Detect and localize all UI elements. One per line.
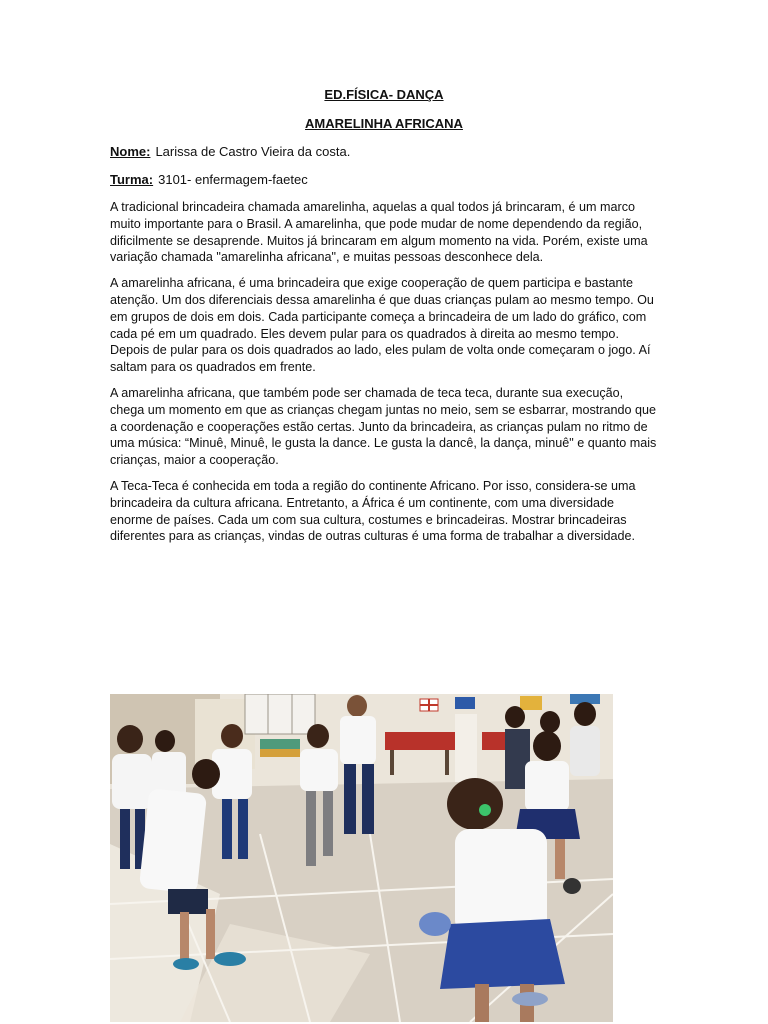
name-line (110, 143, 658, 161)
class-line (110, 171, 658, 189)
document-title: ED.FÍSICA- DANÇA (324, 87, 444, 102)
class-label: Turma: (110, 172, 154, 187)
name-label: Nome: (110, 144, 151, 159)
paragraph: A amarelinha africana, que também pode ser chamada de teca teca, durante sua execução, chega um momento em que as crianças chegam juntas no meio, sem se esbarrar, mostrando que a coordenação e cooperações estão certas. Junto da brincadeira, as crianças pulam no ritmo de uma música: “Minuê, Minuê, le gusta la dance. Le gusta la dancê, la dança, minuê" e quanto mais crianças, maior a cooperação. (110, 385, 657, 468)
name-value: Larissa de Castro Vieira da costa. (155, 144, 351, 159)
document-subtitle: AMARELINHA AFRICANA (305, 116, 463, 131)
paragraph: A Teca-Teca é conhecida em toda a região do continente Africano. Por isso, considera-se uma brincadeira da cultura africana. Entretanto, a África é um continente, com uma diversidade enorme de países. Cada um com sua cultura, costumes e brincadeiras. Mostrar brincadeiras diferentes para as crianças, vindas de outras culturas é uma forma de trabalhar a diversidade. (110, 478, 636, 544)
children-playing-photo (110, 694, 613, 1022)
paragraph: A amarelinha africana, é uma brincadeira que exige cooperação de quem participa e bastante atenção. Um dos diferenciais dessa amarelinha é que duas crianças pulam ao mesmo tempo. Ou em grupos de dois em dois. Cada participante começa a brincadeira de um lado do gráfico, com cada pé em um quadrado. Eles devem pular para os quadrados à direita ao mesmo tempo. Depois de pular para os dois quadrados ao lado, eles pulam de volta onde começaram o jogo. Aí saltam para os quadrados em frente. (110, 276, 654, 375)
document-body (110, 86, 658, 554)
paragraph: A tradicional brincadeira chamada amarelinha, aquelas a qual todos já brincaram, é um marco muito importante para o Brasil. A amarelinha, que pode mudar de nome dependendo da região, dificilmente se desaprende. Muitos já brincaram em algum momento na vida. Porém, existe uma variação chamada "amarelinha africana", e muitas pessoas desconhece dela. (110, 200, 648, 265)
class-value: 3101- enfermagem-faetec (158, 172, 308, 187)
